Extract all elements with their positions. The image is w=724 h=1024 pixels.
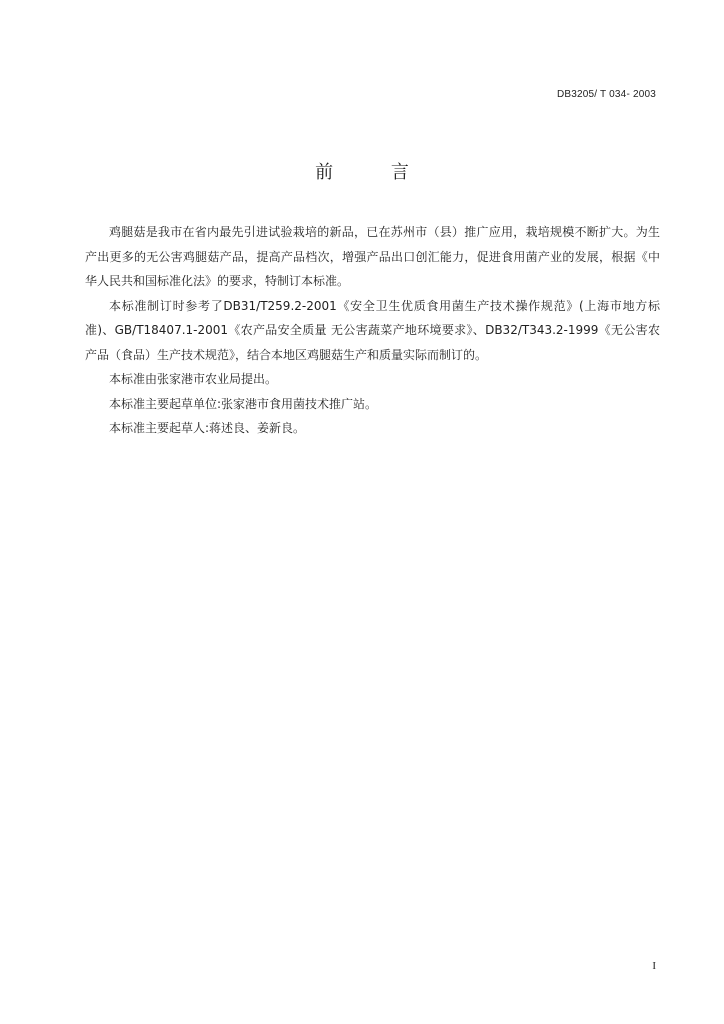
paragraph-drafting-unit: 本标准主要起草单位:张家港市食用菌技术推广站。 <box>109 396 378 411</box>
paragraph-background: 鸡腿菇是我市在省内最先引进试验栽培的新品，已在苏州市（县）推广应用，栽培规模不断扩大。为生产出更多的无公害鸡腿菇产品，提高产品档次，增强产品出口创汇能力，促进食用菌产业的发展，根据《中华人民共和国标准化法》的要求，特制订本标准。 <box>85 225 660 288</box>
foreword-body <box>85 220 660 441</box>
page-title: 前 言 <box>315 162 435 183</box>
standard-code: DB3205/ T 034- 2003 <box>556 89 656 100</box>
paragraph-drafters: 本标准主要起草人:蒋述良、姜新良。 <box>109 421 306 435</box>
paragraph-proposer: 本标准由张家港市农业局提出。 <box>109 372 278 386</box>
paragraph-references: 本标准制订时参考了DB31/T259.2-2001《安全卫生优质食用菌生产技术操作规范》(上海市地方标准)、GB/T18407.1-2001《农产品安全质量 无公害蔬菜产地环境要求》、DB32/T343.2-1999《无公害农产品（食品）生产技术规范》，结合本地区鸡腿菇生产和质量实际而制订的。 <box>85 298 660 362</box>
page-number: I <box>652 960 656 972</box>
